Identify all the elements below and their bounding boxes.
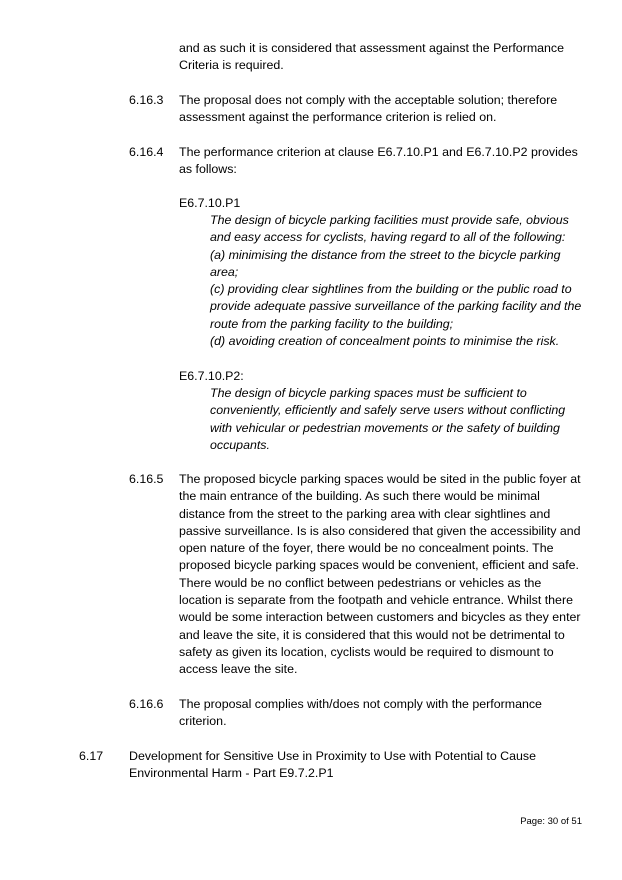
section-number-6-16-4: 6.16.4 <box>129 145 164 159</box>
criterion-p1-item-d: (d) avoiding creation of concealment points to minimise the risk. <box>210 334 560 349</box>
section-6-16-5-text: The proposed bicycle parking spaces would be sited in the public foyer at the main entrance of the building. As such there would be minimal distance from the street to the parking area with clear sightlines and passive surveillance. Is is also considered that given the accessibility and open nature of the foyer, there would be no concealment points. The proposed bicycle parking spaces would be convenient, efficient and safe. There would be no conflict between pedestrians or vehicles as the location is separate from the footpath and vehicle entrance. Whilst there would be some interaction between customers and bicycles as they enter and leave the site, it is considered that this would not be detrimental to safety as given its location, cyclists would be required to dismount to access leave the site. <box>179 472 581 677</box>
section-6-17-heading: Development for Sensitive Use in Proximity to Use with Potential to Cause Environmental Harm - Part E9.7.2.P1 <box>129 749 537 781</box>
page-number: Page: 30 of 51 <box>520 816 582 827</box>
criterion-p1-label: E6.7.10.P1 <box>179 196 241 210</box>
section-6-16-4-text: The performance criterion at clause E6.7.10.P1 and E6.7.10.P2 provides as follows: <box>179 145 578 177</box>
criterion-p1-text <box>210 212 582 350</box>
section-number-6-16-3: 6.16.3 <box>129 93 164 107</box>
intro-paragraph: and as such it is considered that assessment against the Performance Criteria is required. <box>179 41 565 73</box>
criterion-p2-text: The design of bicycle parking spaces must be sufficient to conveniently, efficiently and safely serve users without conflicting with vehicular or pedestrian movements or the safety of building occupants. <box>210 386 566 452</box>
criterion-p1-item-c: (c) providing clear sightlines from the building or the public road to provide adequate passive surveillance of the parking facility and the route from the parking facility to the building; <box>210 282 582 331</box>
section-6-16-6-text: The proposal complies with/does not comply with the performance criterion. <box>179 697 542 729</box>
criterion-p1-item-a: (a) minimising the distance from the street to the bicycle parking area; <box>210 247 561 279</box>
section-6-16-3-text: The proposal does not comply with the acceptable solution; therefore assessment against the performance criterion is relied on. <box>179 93 558 125</box>
section-number-6-16-6: 6.16.6 <box>129 697 164 711</box>
section-number-6-17: 6.17 <box>79 749 104 763</box>
section-number-6-16-5: 6.16.5 <box>129 472 164 486</box>
criterion-p1-intro: The design of bicycle parking facilities must provide safe, obvious and easy access for cyclists, having regard to all of the following: <box>210 213 569 245</box>
criterion-p2-label: E6.7.10.P2: <box>179 369 244 383</box>
